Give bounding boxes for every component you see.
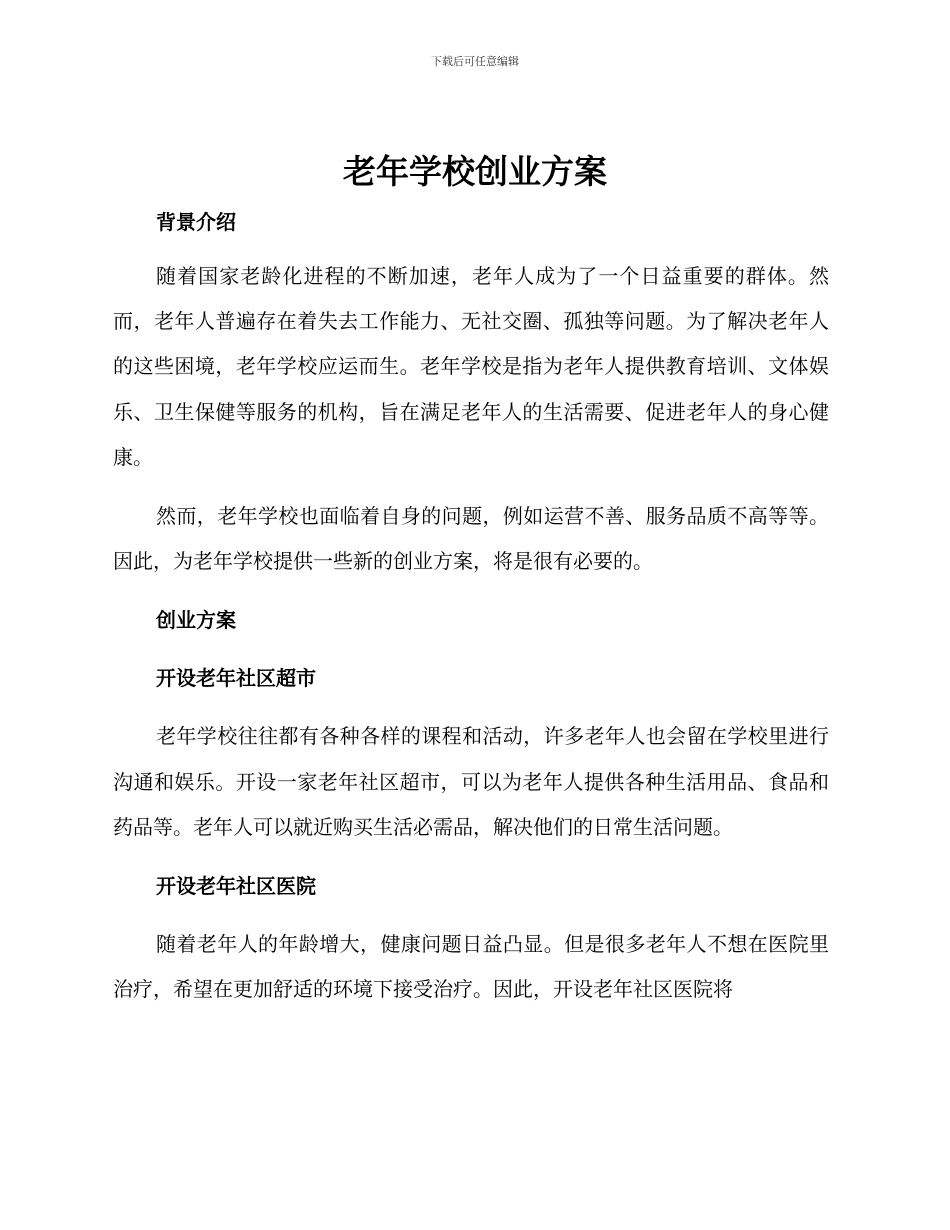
header-note: 下载后可任意编辑: [431, 55, 519, 68]
document-title: 老年学校创业方案: [343, 152, 607, 191]
background-paragraph-1: 随着国家老龄化进程的不断加速，老年人成为了一个日益重要的群体。然而，老年人普遍存在着失去工作能力、无社交圈、孤独等问题。为了解决老年人的这些困境，老年学校应运而生。老年学校是指为老年人提供教育培训、文体娱乐、卫生保健等服务的机构，旨在满足老年人的生活需要、促进老年人的身心健康。: [113, 264, 829, 469]
document-body: [113, 200, 829, 1012]
background-heading: 背景介绍: [156, 210, 236, 234]
supermarket-paragraph: 老年学校往往都有各种各样的课程和活动，许多老年人也会留在学校里进行沟通和娱乐。开设一家老年社区超市，可以为老年人提供各种生活用品、食品和药品等。老年人可以就近购买生活必需品，解决他们的日常生活问题。: [113, 724, 829, 839]
plan-heading: 创业方案: [156, 608, 236, 633]
supermarket-heading: 开设老年社区超市: [156, 666, 316, 691]
hospital-heading: 开设老年社区医院: [156, 874, 316, 899]
background-paragraph-2: 然而，老年学校也面临着自身的问题，例如运营不善、服务品质不高等等。因此，为老年学校提供一些新的创业方案，将是很有必要的。: [113, 504, 829, 574]
hospital-paragraph: 随着老年人的年龄增大，健康问题日益凸显。但是很多老年人不想在医院里治疗，希望在更加舒适的环境下接受治疗。因此，开设老年社区医院将: [113, 932, 829, 1002]
